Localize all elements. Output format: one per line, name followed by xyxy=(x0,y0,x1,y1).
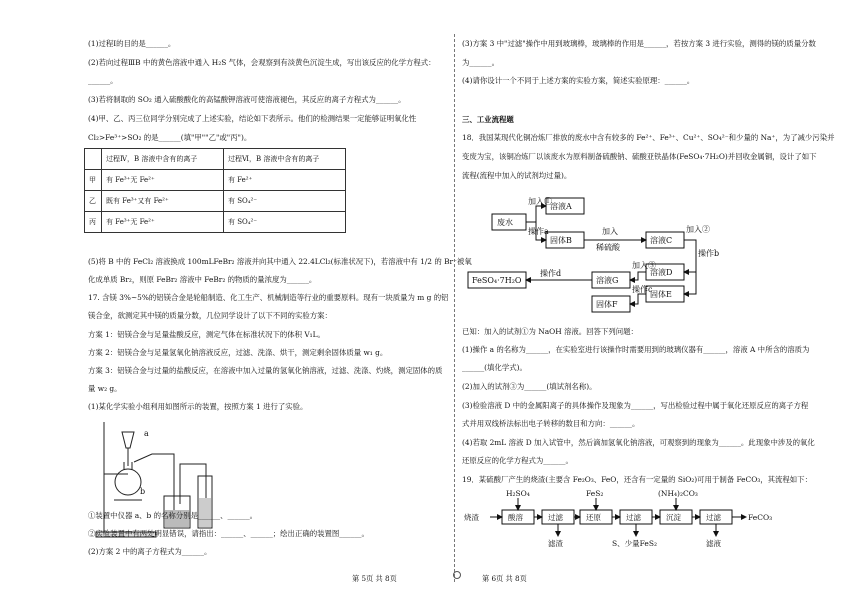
text-line: ②实验装置中有两处明显错误，请指出：______、______；绘出正确的装置图______。 xyxy=(88,529,369,538)
column-divider xyxy=(454,34,455,582)
text-solution-d: 溶液D xyxy=(650,268,673,277)
label-a: a xyxy=(144,429,149,438)
text-line: Cl₂>Fe³⁺>SO₂ 的是______(填"甲""乙"或"丙")。 xyxy=(88,133,252,142)
table-cell: 过程Ⅳ，B 溶液中含有的离子 xyxy=(102,149,224,170)
text-line: (4)若取 2mL 溶液 D 加入试管中，然后滴加氢氧化钠溶液，可观察到的现象为______。此现象中涉及的氧化 xyxy=(462,438,815,447)
text-crystal: FeSO₄·7H₂O xyxy=(472,276,522,285)
label-acid: 稀硫酸 xyxy=(596,243,620,252)
table-cell: 过程Ⅵ，B 溶液中含有的离子 xyxy=(223,149,345,170)
text-line: (5)将 B 中的 FeCl₂ 溶液换成 100mLFeBr₂ 溶液并向其中通入 22.4LCl₂(标准状况下)，若溶液中有 1/2 的 Br⁻被氧 xyxy=(88,257,472,266)
round-flask xyxy=(115,469,141,495)
label-op-b: 操作b xyxy=(698,249,720,258)
text-solid-e: 固体E xyxy=(650,290,672,299)
table-row xyxy=(85,191,346,212)
text-line: 方案 1：铝镁合金与足量盐酸反应，测定气体在标准状况下的体积 V₁L。 xyxy=(88,330,325,339)
text-product: FeCO₃ xyxy=(748,513,773,522)
page-number-left: 第 5页 共 8页 xyxy=(352,574,397,583)
text-line: (4)请你设计一个不同于上述方案的实验方案，简述实验原理：______。 xyxy=(462,76,695,85)
table-cell: 甲 xyxy=(85,170,102,191)
text-line: 式并用双线桥法标出电子转移的数目和方向：______。 xyxy=(462,419,640,428)
text-step-6: 过滤 xyxy=(706,513,721,522)
page-number-right: 第 6页 共 8页 xyxy=(482,574,527,583)
table-cell: 既有 Fe³⁺又有 Fe²⁺ xyxy=(102,191,224,212)
text-line: 镁合金，欲测定其中镁的质量分数，几位同学设计了以下不同的实验方案： xyxy=(88,311,332,320)
text-step-5: 沉淀 xyxy=(666,513,681,522)
table-row xyxy=(85,170,346,191)
table-cell: 有 Fe³⁺无 Fe²⁺ xyxy=(102,212,224,233)
table-cell xyxy=(85,149,102,170)
text-line: 方案 3：铝镁合金与过量的盐酸反应，在溶液中加入过量的氢氧化钠溶液，过滤、洗涤、灼烧，测定固体的质 xyxy=(88,366,443,375)
text-line: (1)过程Ⅰ的目的是______。 xyxy=(88,39,176,48)
text-line: (2)加入的试剂③为______(填试剂名称)。 xyxy=(462,382,597,391)
label-nh4co3: (NH₄)₂CO₃ xyxy=(658,489,698,498)
text-line: 19．某硫酸厂产生的烧渣(主要含 Fe₂O₃、FeO，还含有一定量的 SiO₂)可用于制备 FeCO₃，其流程如下： xyxy=(462,475,812,484)
text-step-3: 还原 xyxy=(586,513,601,522)
text-line: 流程(流程中加入的试剂均过量)。 xyxy=(462,171,572,180)
text-line: (2)若向过程ⅢB 中的黄色溶液中通入 H₂S 气体，会观察到有淡黄色沉淀生成，写出该反应的化学方程式： xyxy=(88,58,436,67)
text-line: 18．我国某现代化铜冶炼厂排放的废水中含有较多的 Fe²⁺、Fe³⁺、Cu²⁺、SO₄²⁻和少量的 Na⁺，为了减少污染并 xyxy=(462,133,835,142)
text-solution-g: 溶液G xyxy=(596,276,619,285)
label-add-1: 加入① xyxy=(528,197,552,206)
text-line: (4)甲、乙、丙三位同学分别完成了上述实验，结论如下表所示。他们的检测结果一定能够证明氧化性 xyxy=(88,114,417,123)
table-cell: 乙 xyxy=(85,191,102,212)
table-cell: 有 Fe²⁺ xyxy=(223,170,345,191)
text-step-1: 酸溶 xyxy=(508,513,523,522)
text-solid-f: 固体F xyxy=(596,300,618,309)
table-cell: 有 SO₄²⁻ xyxy=(223,191,345,212)
text-line: ______(填化学式)。 xyxy=(462,363,527,372)
flowchart-1 xyxy=(464,192,724,316)
table-cell: 有 Fe³⁺无 Fe²⁺ xyxy=(102,170,224,191)
section-heading: 三、工业流程题 xyxy=(462,115,514,124)
apparatus-figure xyxy=(94,414,224,542)
text-line: (1)某化学实验小组利用如图所示的装置，按照方案 1 进行了实验。 xyxy=(88,402,308,411)
text-residue-1: 滤渣 xyxy=(548,539,563,548)
text-filtrate: 滤液 xyxy=(706,539,721,548)
text-line: (1)操作 a 的名称为______，在实验室进行该操作时需要用到的玻璃仪器有______，溶液 A 中所含的溶质为 xyxy=(462,345,810,354)
text-solution-a: 溶液A xyxy=(550,202,572,211)
text-line: 量 w₂ g。 xyxy=(88,384,122,393)
text-line: (2)方案 2 中的离子方程式为______。 xyxy=(88,547,212,556)
label-op-a: 操作a xyxy=(528,227,549,236)
label-b: b xyxy=(140,487,146,496)
text-step-4: 过滤 xyxy=(626,513,641,522)
text-line: 为______。 xyxy=(462,58,499,67)
text-line: ______。 xyxy=(88,76,118,85)
text-line: (3)检验溶液 D 中的金属阳离子的具体操作及现象为______，写出检验过程中属于氧化还原反应的离子方程 xyxy=(462,401,809,410)
label-add-acid: 加入 xyxy=(602,227,618,236)
label-add-3: 加入③ xyxy=(632,261,656,270)
label-fes2: FeS₂ xyxy=(586,489,604,498)
label-op-d: 操作d xyxy=(540,269,562,278)
table-header-row xyxy=(85,149,346,170)
text-line: 还原反应的化学方程式为______。 xyxy=(462,456,573,465)
flowchart-2 xyxy=(462,488,812,560)
text-start: 烧渣 xyxy=(464,513,479,522)
table-cell: 有 SO₄²⁻ xyxy=(223,212,345,233)
table-row xyxy=(85,212,346,233)
text-line: (3)方案 3 中"过滤"操作中用到玻璃棒，玻璃棒的作用是______，若按方案 3 进行实验，测得的镁的质量分数 xyxy=(462,39,816,48)
text-line: 化成单质 Br₂，则原 FeBr₂ 溶液中 FeBr₂ 的物质的量浓度为______。 xyxy=(88,275,317,284)
text-line: ①装置中仪器 a、b 的名称分别是______、______。 xyxy=(88,511,258,520)
result-table xyxy=(84,148,346,233)
text-residue-2: S、少量FeS₂ xyxy=(612,539,658,548)
text-line: 方案 2：铝镁合金与足量氢氧化钠溶液反应，过滤、洗涤、烘干，测定剩余固体质量 w₁ g。 xyxy=(88,348,388,357)
dropping-funnel xyxy=(122,432,134,448)
text-solid-b: 固体B xyxy=(550,236,572,245)
table-cell: 丙 xyxy=(85,212,102,233)
text-waste: 废水 xyxy=(497,218,513,227)
text-line: (3)若将制取的 SO₂ 通入硫酸酸化的高锰酸钾溶液可使溶液褪色，其反应的离子方程式为______。 xyxy=(88,95,406,104)
label-h2so4: H₂SO₄ xyxy=(506,489,530,498)
text-line: 已知：加入的试剂①为 NaOH 溶液。回答下列问题： xyxy=(462,327,638,336)
text-step-2: 过滤 xyxy=(548,513,563,522)
text-line: 17. 含镁 3%~5%的铝镁合金是轮船制造、化工生产、机械制造等行业的重要原料。现有一块质量为 m g 的铝 xyxy=(88,293,449,302)
text-line: 变废为宝，该铜冶炼厂以该废水为原料制备硫酸钠、硫酸亚铁晶体(FeSO₄·7H₂O)并回收金属铜，设计了如下 xyxy=(462,152,817,161)
label-add-2: 加入② xyxy=(686,225,710,234)
binding-hole-icon xyxy=(453,571,461,579)
delivery-tube xyxy=(134,454,174,510)
text-solution-c: 溶液C xyxy=(650,236,673,245)
label-op-c: 操作c xyxy=(632,285,653,294)
